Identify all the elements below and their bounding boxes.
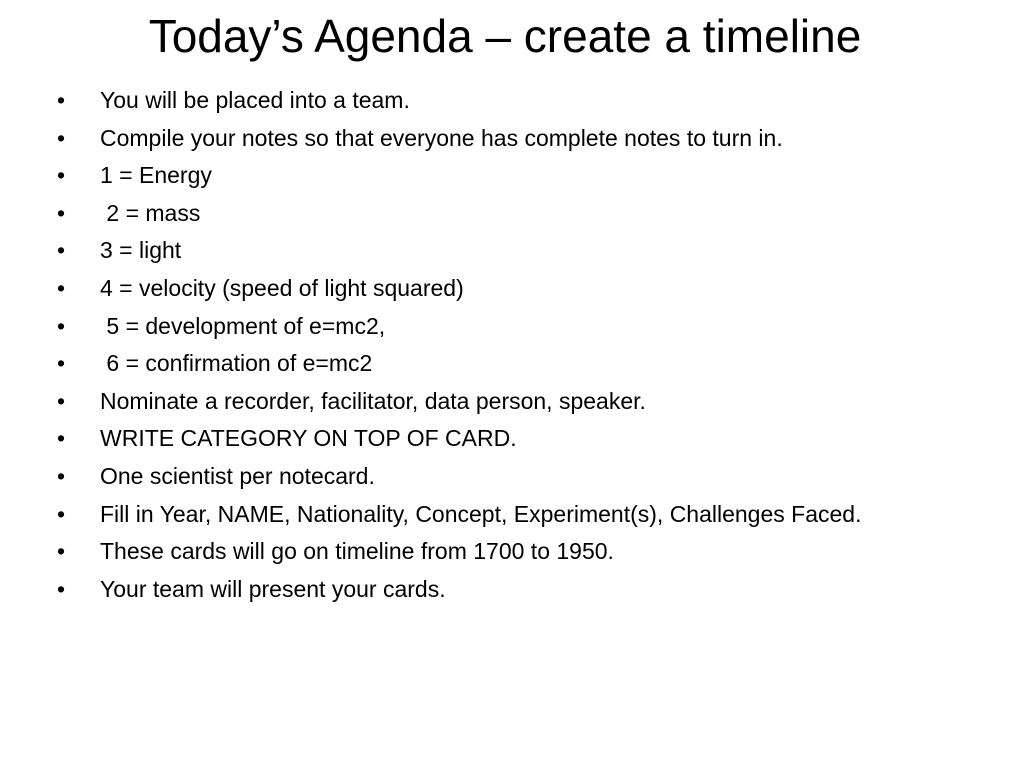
bullet-item — [57, 537, 977, 566]
bullet-icon: • — [57, 538, 66, 565]
bullet-icon: • — [57, 350, 66, 377]
slide-title: Today’s Agenda – create a timeline — [148, 10, 862, 62]
bullet-item — [57, 274, 977, 303]
bullet-icon: • — [57, 462, 66, 489]
bullet-icon: • — [57, 575, 66, 602]
bullet-item — [57, 312, 977, 341]
bullet-icon: • — [57, 199, 66, 226]
bullet-text: 2 = mass — [100, 199, 201, 226]
bullet-text: Compile your notes so that everyone has complete notes to turn in. — [100, 124, 783, 151]
bullet-item — [57, 575, 977, 604]
bullet-text: 4 = velocity (speed of light squared) — [100, 274, 464, 301]
bullet-icon: • — [57, 387, 66, 414]
bullet-text: WRITE CATEGORY ON TOP OF CARD. — [100, 425, 517, 452]
bullet-text: These cards will go on timeline from 1700 to 1950. — [100, 538, 614, 565]
bullet-item — [57, 424, 977, 453]
bullet-text: 1 = Energy — [100, 162, 212, 189]
bullet-text: Your team will present your cards. — [100, 575, 446, 602]
bullet-item — [57, 199, 977, 228]
bullet-item — [57, 349, 977, 378]
bullet-icon: • — [57, 312, 66, 339]
bullet-item — [57, 161, 977, 190]
bullet-text: Fill in Year, NAME, Nationality, Concept, Experiment(s), Challenges Faced. — [100, 500, 862, 527]
bullet-icon: • — [57, 162, 66, 189]
bullet-item — [57, 236, 977, 265]
bullet-icon: • — [57, 237, 66, 264]
bullet-text: 6 = confirmation of e=mc2 — [100, 350, 373, 377]
bullet-icon: • — [57, 500, 66, 527]
bullet-text: One scientist per notecard. — [100, 462, 375, 489]
agenda-bullet-list — [57, 86, 977, 612]
bullet-item — [57, 86, 977, 115]
bullet-item — [57, 387, 977, 416]
bullet-item — [57, 124, 977, 153]
bullet-icon: • — [57, 274, 66, 301]
bullet-text: 3 = light — [100, 237, 182, 264]
bullet-text: 5 = development of e=mc2, — [100, 312, 386, 339]
bullet-text: You will be placed into a team. — [100, 87, 410, 113]
bullet-item — [57, 500, 977, 529]
bullet-icon: • — [57, 124, 66, 151]
bullet-text: Nominate a recorder, facilitator, data person, speaker. — [100, 387, 646, 414]
bullet-icon: • — [57, 87, 66, 113]
bullet-item — [57, 462, 977, 491]
bullet-icon: • — [57, 425, 66, 452]
